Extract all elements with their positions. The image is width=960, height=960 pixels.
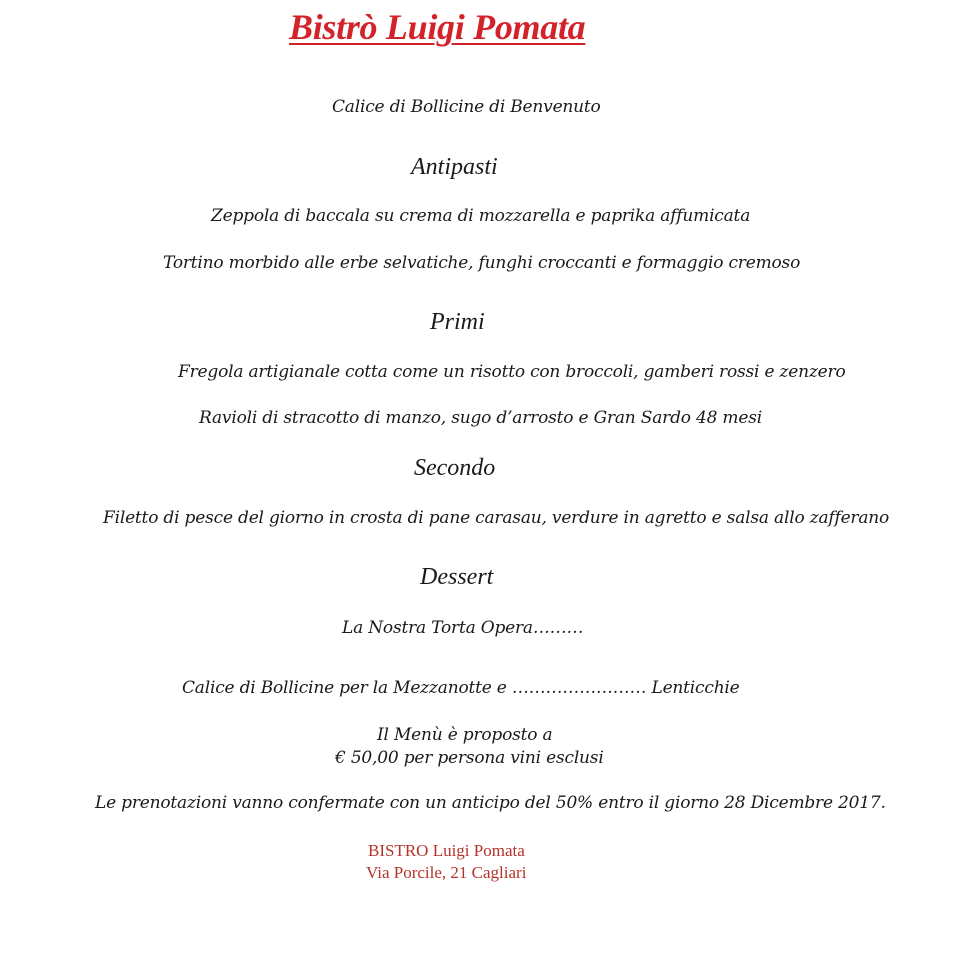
heading-antipasti: Antipasti bbox=[411, 154, 498, 180]
welcome-drink: Calice di Bollicine di Benvenuto bbox=[332, 97, 601, 117]
dessert-item-1: La Nostra Torta Opera……… bbox=[342, 618, 584, 638]
midnight-toast: Calice di Bollicine per la Mezzanotte e …………………… Lenticchie bbox=[182, 678, 740, 698]
secondo-item-1: Filetto di pesce del giorno in crosta di pane carasau, verdure in agretto e salsa allo zafferano bbox=[103, 508, 890, 528]
footer-restaurant-name: BISTRO Luigi Pomata bbox=[368, 841, 525, 860]
primo-item-1: Fregola artigianale cotta come un risotto con broccoli, gamberi rossi e zenzero bbox=[178, 362, 846, 382]
heading-dessert: Dessert bbox=[420, 564, 494, 590]
heading-primi: Primi bbox=[430, 309, 485, 335]
antipasto-item-2: Tortino morbido alle erbe selvatiche, funghi croccanti e formaggio cremoso bbox=[163, 253, 801, 273]
antipasto-item-1: Zeppola di baccala su crema di mozzarella e paprika affumicata bbox=[211, 206, 751, 226]
price-line-2: € 50,00 per persona vini esclusi bbox=[335, 748, 604, 768]
price-line-1: Il Menù è proposto a bbox=[377, 725, 553, 745]
primo-item-2: Ravioli di stracotto di manzo, sugo d’arrosto e Gran Sardo 48 mesi bbox=[199, 408, 762, 428]
reservation-note: Le prenotazioni vanno confermate con un anticipo del 50% entro il giorno 28 Dicembre 2017. bbox=[95, 793, 886, 813]
heading-secondo: Secondo bbox=[414, 455, 496, 481]
footer-address: Via Porcile, 21 Cagliari bbox=[366, 863, 527, 882]
restaurant-title: Bistrò Luigi Pomata bbox=[289, 7, 586, 47]
